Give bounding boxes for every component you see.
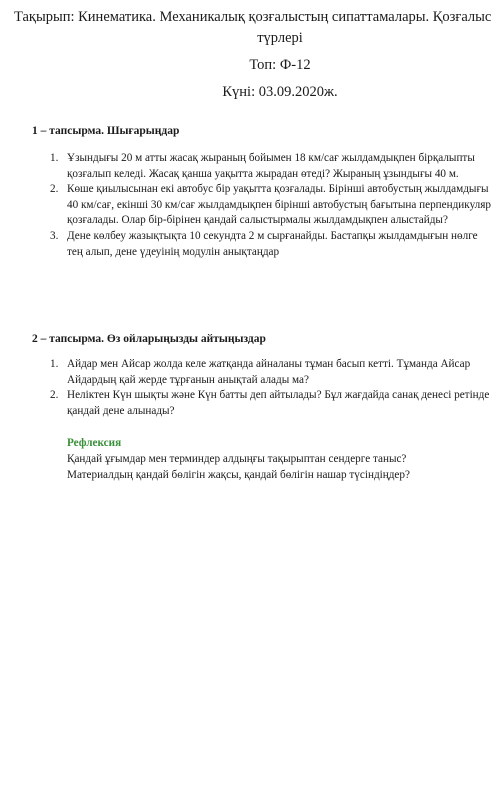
date-label: Күні: 03.09.2020ж. xyxy=(222,84,338,100)
reflection-line1: Қандай ұғымдар мен терминдер алдыңғы тақырыптан сендерге таныс? xyxy=(67,453,407,465)
list-item xyxy=(50,388,495,419)
item-text: Неліктен Күн шықты және Күн батты деп айтылады? Бұл жағдайда санақ денесі ретінде қандай дене алынады? xyxy=(67,389,490,417)
reflection-line2: Материалдың қандай бөлігін жақсы, қандай бөлігін нашар түсіндіңдер? xyxy=(67,468,410,481)
group-label: Топ: Ф-12 xyxy=(249,57,311,73)
reflection-title: Рефлексия xyxy=(67,437,122,449)
list-item xyxy=(50,151,495,182)
section2-title: 2 – тапсырма. Өз ойларыңызды айтыңыздар xyxy=(32,333,266,345)
reflection-text xyxy=(67,452,497,483)
item-text: Ұзындығы 20 м атты жасақ жыраның бойымен 18 км/сағ жылдамдықпен бірқалыпты қозғалып келеді. Жасақ қанша уақытта жырадан өтеді? Жыраның ұзындығы 40 м. xyxy=(67,152,475,180)
item-text: Дене көлбеу жазықтықта 10 секундта 2 м сырғанайды. Бастапқы жылдамдығын нөлге тең алып, дене үдеуінің модулін анықтаңдар xyxy=(67,229,478,258)
list-item xyxy=(50,229,495,260)
item-number: 2. xyxy=(50,389,59,402)
item-text: Көше қиылысынан екі автобус бір уақытта қозғалады. Бірінші автобустың жылдамдығы 40 км/сағ, екінші 30 км/сағ жылдамдықпен бірінші автобустың бағытына перпендикуляр қозғалады. Олар бір-бірінен қандай салыстырмалы жылдамдықпен алыстайды? xyxy=(67,183,491,227)
item-number: 1. xyxy=(50,152,59,164)
item-number: 1. xyxy=(50,358,59,370)
list-item xyxy=(50,357,495,388)
section1-list xyxy=(50,151,495,260)
item-text: Айдар мен Айсар жолда келе жатқанда айналаны тұман басып кетті. Тұманда Айсар Айдардың қай жерде тұрғанын анықтай алады ма? xyxy=(67,358,471,386)
section2-list xyxy=(50,357,495,419)
title-line1: Тақырып: Кинематика. Механикалық қозғалыстың сипаттамалары. Қозғалыс xyxy=(14,9,492,25)
list-item xyxy=(50,182,495,229)
section1-title: 1 – тапсырма. Шығарыңдар xyxy=(32,125,180,137)
item-number: 3. xyxy=(50,229,59,242)
item-number: 2. xyxy=(50,183,59,196)
title-line2: түрлері xyxy=(257,30,303,46)
